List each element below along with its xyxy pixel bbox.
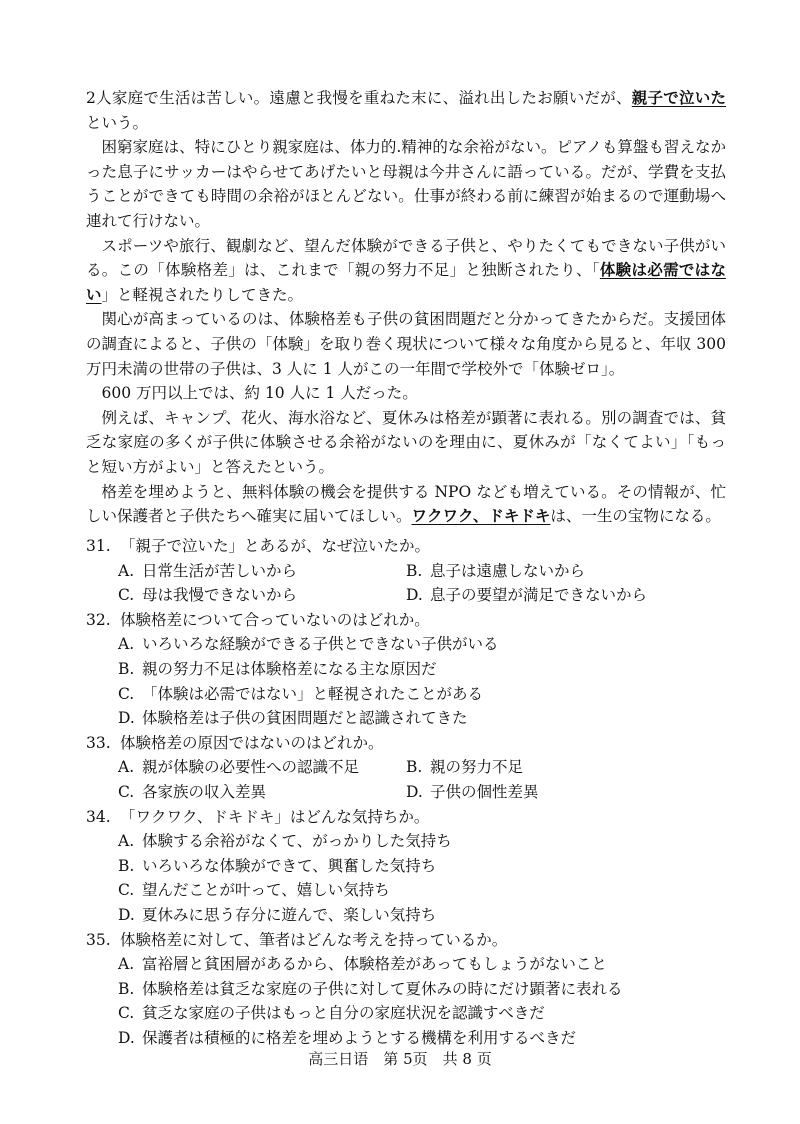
- option-label: B.: [118, 659, 135, 678]
- option-label: C.: [118, 1004, 135, 1023]
- option-text: 体験格差は子供の貧困問題だと認識されてきた: [142, 709, 468, 728]
- option-label: D.: [406, 782, 423, 801]
- option-a[interactable]: [118, 559, 406, 584]
- option-text: 夏休みに思う存分に遊んで、楽しい気持ち: [142, 905, 437, 924]
- question-number: 32.: [86, 610, 111, 629]
- option-text: 息子の要望が満足できないから: [430, 586, 648, 605]
- paragraph-6: 例えば、キャンプ、花火、海水浴など、夏休みは格差が顕著に表れる。別の調査では、貧乏な家庭の多くが子供に体験させる余裕がないのを理由に、夏休みが「なくてよい」「もっと短い方がよい」と答えたという。: [86, 408, 726, 476]
- reading-passage: [86, 86, 726, 529]
- question-stem: 体験格差に対して、筆者はどんな考えを持っているか。: [120, 930, 508, 949]
- paragraph-2: 困窮家庭は、特にひとり親家庭は、体力的.精神的な余裕がない。ピアノも算盤も習えなかった息子にサッカーはやらせてあげたいと母親は今井さんに語っている。だが、学費を支払うことができても時間の余裕がほとんどない。仕事が終わる前に練習が始まるので運動場へ連れて行けない。: [86, 138, 726, 230]
- option-d[interactable]: [118, 706, 726, 731]
- option-label: D.: [406, 586, 423, 605]
- paragraph-1-tail: という。: [86, 113, 149, 132]
- question-stem: 体験格差について合っていないのはどれか。: [120, 610, 430, 629]
- option-label: C.: [118, 684, 135, 703]
- paragraph-1: [86, 86, 726, 135]
- question-stem: 体験格差の原因ではないのはどれか。: [120, 733, 384, 752]
- option-text: 体験する余裕がなくて、がっかりした気持ち: [142, 832, 452, 851]
- option-label: C.: [118, 782, 135, 801]
- option-label: C.: [118, 586, 135, 605]
- option-label: D.: [118, 709, 135, 728]
- option-text: 保護者は積極的に格差を埋めようとする機構を利用するべきだ: [142, 1028, 577, 1047]
- question-35: [86, 928, 726, 1051]
- page-footer: 高三日语 第 5页 共 8 页: [308, 1050, 492, 1068]
- option-label: A.: [118, 832, 135, 851]
- option-text: 望んだことが叶って、嬉しい気持ち: [142, 881, 390, 900]
- option-a[interactable]: [118, 755, 406, 780]
- question-stem: 「親子で泣いた」とあるが、なぜ泣いたか。: [120, 537, 431, 555]
- underlined-phrase-hitsuju: 体験は必需ではない: [86, 260, 726, 304]
- option-text: 各家族の収入差異: [142, 782, 267, 801]
- paragraph-7: [86, 480, 726, 529]
- option-text: 日常生活が苦しいから: [142, 561, 298, 580]
- option-text: 親の努力不足: [430, 758, 524, 777]
- question-34: [86, 805, 726, 928]
- option-b[interactable]: [406, 559, 694, 584]
- option-text: 息子は遠慮しないから: [430, 561, 586, 580]
- option-label: D.: [118, 1028, 135, 1047]
- option-label: C.: [118, 881, 135, 900]
- option-a[interactable]: [118, 829, 726, 854]
- question-stem: 「ワクワク、ドキドキ」はどんな気持ちか。: [120, 807, 430, 826]
- question-number: 35.: [86, 930, 111, 949]
- option-c[interactable]: [118, 682, 726, 707]
- option-label: B.: [118, 856, 135, 875]
- option-text: 体験格差は貧乏な家庭の子供に対して夏休みの時にだけ顕著に表れる: [142, 979, 623, 998]
- option-label: B.: [406, 758, 423, 777]
- option-label: A.: [118, 561, 135, 580]
- question-33: [86, 731, 726, 805]
- option-b[interactable]: [118, 854, 726, 879]
- paragraph-3-text: スポーツや旅行、観劇など、望んだ体験ができる子供と、やりたくてもできない子供がいる。この「体験格差」は、これまで「親の努力不足」と独断されたり、「: [86, 236, 726, 280]
- paragraph-7-tail: は、一生の宝物になる。: [550, 507, 721, 526]
- option-text: 親が体験の必要性への認識不足: [142, 758, 360, 777]
- option-label: B.: [118, 979, 135, 998]
- option-c[interactable]: [118, 1001, 726, 1026]
- paragraph-7-text: 格差を埋めようと、無料体験の機会を提供する NPO なども増えている。その情報が、忙しい保護者と子供たちへ確実に届いてほしい。: [86, 482, 726, 526]
- option-label: A.: [118, 758, 135, 777]
- option-d[interactable]: [118, 903, 726, 928]
- option-c[interactable]: [118, 780, 406, 805]
- option-text: 親の努力不足は体験格差になる主な原因だ: [142, 659, 437, 678]
- paragraph-5: 600 万円以上では、約 10 人に 1 人だった。: [101, 384, 418, 403]
- option-a[interactable]: [118, 952, 726, 977]
- underlined-phrase-wakuwaku: ワクワク、ドキドキ: [411, 506, 551, 526]
- option-label: D.: [118, 905, 135, 924]
- option-text: 富裕層と貧困層があるから、体験格差があってもしょうがないこと: [142, 955, 607, 974]
- option-a[interactable]: [118, 632, 726, 657]
- option-c[interactable]: [118, 878, 726, 903]
- option-text: 子供の個性差異: [430, 782, 539, 801]
- option-text: 貧乏な家庭の子供はもっと自分の家庭状況を認識すべきだ: [142, 1004, 545, 1023]
- question-number: 33.: [86, 733, 111, 752]
- option-d[interactable]: [118, 1026, 726, 1051]
- question-list: [86, 534, 726, 1050]
- paragraph-3: [86, 234, 726, 308]
- question-number: 31.: [86, 537, 111, 555]
- option-b[interactable]: [118, 657, 726, 682]
- underlined-phrase-oyako: 親子で泣いた: [631, 88, 726, 107]
- option-d[interactable]: [406, 780, 694, 805]
- question-32: [86, 608, 726, 731]
- option-b[interactable]: [118, 977, 726, 1002]
- option-c[interactable]: [118, 583, 406, 608]
- paragraph-4: 関心が高まっているのは、体験格差も子供の貧困問題だと分かってきたからだ。支援団体の調査によると、子供の「体験」を取り巻く現状について様々な角度から見ると、年収 300 万円未満の世帯の子供は、3 人に 1 人がこの一年間で学校外で「体験ゼロ」。: [86, 310, 726, 378]
- paragraph-1-text: 2人家庭で生活は苦しい。遠慮と我慢を重ねた末に、溢れ出したお願いだが、: [86, 89, 632, 107]
- option-b[interactable]: [406, 755, 694, 780]
- paragraph-3-tail: 」と軽視されたりしてきた。: [101, 285, 304, 304]
- option-label: A.: [118, 955, 135, 974]
- option-text: 「体験は必需ではない」と軽視されたことがある: [142, 684, 484, 703]
- question-31: [86, 534, 726, 608]
- option-label: B.: [406, 561, 423, 580]
- option-text: 母は我慢できないから: [142, 586, 298, 605]
- option-text: いろいろな体験ができて、興奮した気持ち: [142, 856, 437, 875]
- option-label: A.: [118, 635, 135, 654]
- option-text: いろいろな経験ができる子供とできない子供がいる: [142, 635, 499, 654]
- option-d[interactable]: [406, 583, 694, 608]
- question-number: 34.: [86, 807, 111, 826]
